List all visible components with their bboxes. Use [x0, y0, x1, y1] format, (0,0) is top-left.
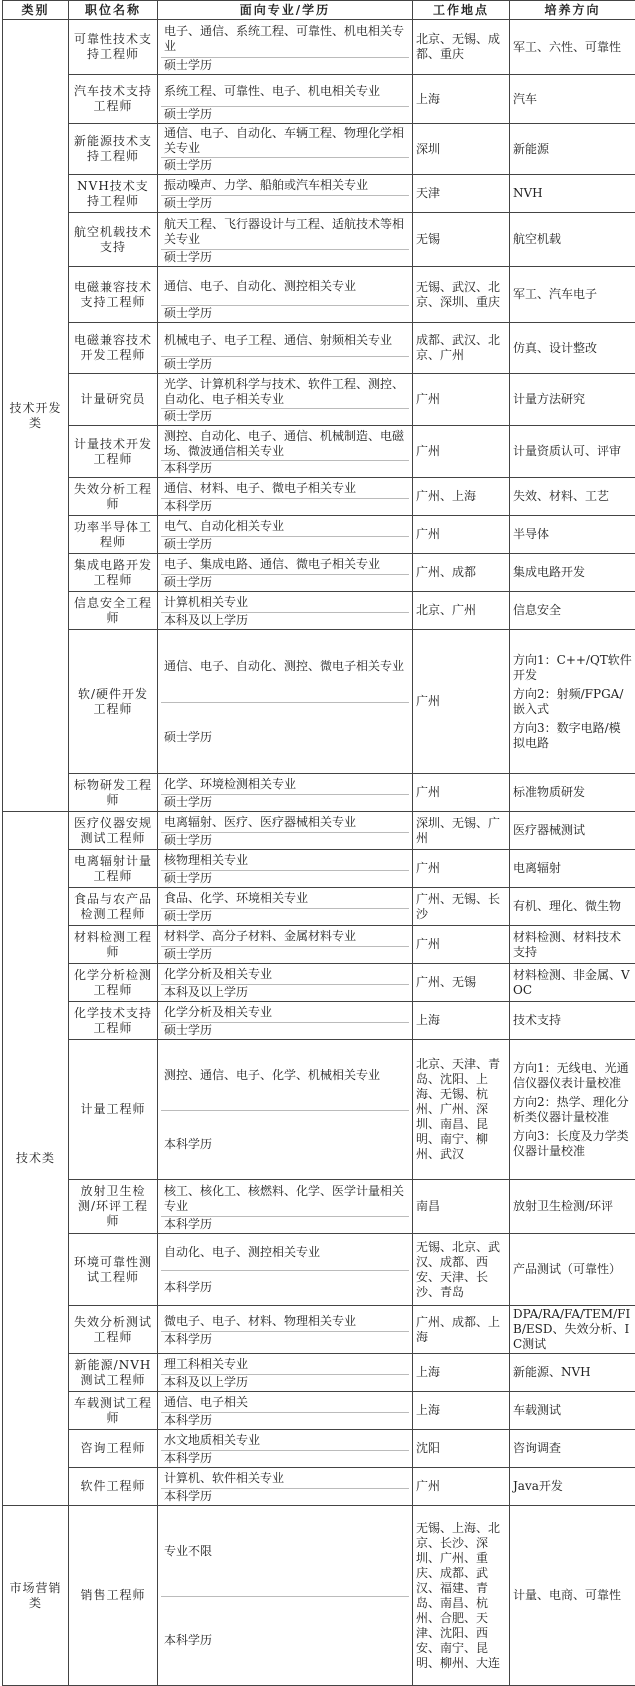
- work-location: 广州: [413, 374, 510, 426]
- education-requirement: 本科及以上学历: [161, 985, 409, 1000]
- header-major-education: 面向专业/学历: [158, 1, 413, 20]
- position-name: 食品与农产品检测工程师: [69, 888, 158, 926]
- requirement-cell: [158, 323, 413, 374]
- training-direction: Java开发: [510, 1468, 635, 1506]
- education-requirement: 硕士学历: [161, 909, 409, 924]
- major-requirement: 测控、通信、电子、化学、机械相关专业: [161, 1041, 409, 1111]
- requirement-cell: [158, 964, 413, 1002]
- education-requirement: 硕士学历: [161, 58, 409, 73]
- position-name: 化学分析检测工程师: [69, 964, 158, 1002]
- education-requirement: 本科学历: [161, 1597, 409, 1684]
- work-location: 上海: [413, 1354, 510, 1392]
- education-requirement: 硕士学历: [161, 250, 409, 265]
- major-requirement: 电子、通信、系统工程、可靠性、机电相关专业: [161, 21, 409, 58]
- work-location: 广州: [413, 426, 510, 478]
- training-direction: 产品测试（可靠性）: [510, 1234, 635, 1306]
- training-direction: 计量、电商、可靠性: [510, 1506, 635, 1686]
- education-requirement: 硕士学历: [161, 833, 409, 848]
- position-name: 放射卫生检测/环评工程师: [69, 1180, 158, 1234]
- table-row: [3, 478, 635, 516]
- education-requirement: 本科学历: [161, 1413, 409, 1428]
- table-row: [3, 213, 635, 267]
- table-row: [3, 1506, 635, 1686]
- training-direction: 咨询调查: [510, 1430, 635, 1468]
- major-requirement: 核物理相关专业: [161, 851, 409, 871]
- requirement-cell: [158, 888, 413, 926]
- education-requirement: 本科及以上学历: [161, 613, 409, 628]
- education-requirement: 硕士学历: [161, 871, 409, 886]
- position-name: 销售工程师: [69, 1506, 158, 1686]
- position-name: 功率半导体工程师: [69, 516, 158, 554]
- training-direction: 新能源、NVH: [510, 1354, 635, 1392]
- position-name: NVH技术支持工程师: [69, 175, 158, 213]
- major-requirement: 化学分析及相关专业: [161, 1003, 409, 1023]
- table-row: [3, 374, 635, 426]
- table-row: [3, 1354, 635, 1392]
- training-direction: 信息安全: [510, 592, 635, 630]
- requirement-cell: [158, 1506, 413, 1686]
- table-header-row: [3, 1, 635, 20]
- header-direction: 培养方向: [510, 1, 635, 20]
- major-requirement: 微电子、电子、材料、物理相关专业: [161, 1312, 409, 1332]
- major-requirement: 测控、自动化、电子、通信、机械制造、电磁场、微波通信相关专业: [161, 427, 409, 461]
- table-row: [3, 20, 635, 75]
- requirement-cell: [158, 426, 413, 478]
- education-requirement: 硕士学历: [161, 196, 409, 211]
- major-requirement: 化学分析及相关专业: [161, 965, 409, 985]
- table-row: [3, 1002, 635, 1040]
- table-row: [3, 124, 635, 175]
- education-requirement: 本科学历: [161, 499, 409, 514]
- training-direction: 军工、汽车电子: [510, 267, 635, 323]
- work-location: 广州: [413, 774, 510, 812]
- requirement-cell: [158, 267, 413, 323]
- table-row: [3, 1234, 635, 1306]
- major-requirement: 自动化、电子、测控相关专业: [161, 1235, 409, 1271]
- requirement-cell: [158, 75, 413, 124]
- major-requirement: 通信、电子、自动化、测控、微电子相关专业: [161, 631, 409, 703]
- training-direction: 有机、理化、微生物: [510, 888, 635, 926]
- work-location: 广州: [413, 926, 510, 964]
- table-row: [3, 1180, 635, 1234]
- major-requirement: 专业不限: [161, 1507, 409, 1597]
- position-name: 电离辐射计量工程师: [69, 850, 158, 888]
- requirement-cell: [158, 1234, 413, 1306]
- education-requirement: 硕士学历: [161, 107, 409, 122]
- table-row: [3, 1468, 635, 1506]
- training-direction: [510, 630, 635, 774]
- requirement-cell: [158, 516, 413, 554]
- position-name: 软件工程师: [69, 1468, 158, 1506]
- major-requirement: 材料学、高分子材料、金属材料专业: [161, 927, 409, 947]
- work-location: 广州、成都: [413, 554, 510, 592]
- training-direction: DPA/RA/FA/TEM/FIB/ESD、失效分析、IC测试: [510, 1306, 635, 1354]
- training-direction: 技术支持: [510, 1002, 635, 1040]
- category-cell: 市场营销类: [3, 1506, 69, 1686]
- position-name: 环境可靠性测试工程师: [69, 1234, 158, 1306]
- major-requirement: 计算机、软件相关专业: [161, 1469, 409, 1489]
- education-requirement: 本科学历: [161, 1217, 409, 1232]
- table-row: [3, 75, 635, 124]
- table-row: [3, 774, 635, 812]
- position-name: 电磁兼容技术开发工程师: [69, 323, 158, 374]
- requirement-cell: [158, 124, 413, 175]
- requirement-cell: [158, 1354, 413, 1392]
- position-name: 标物研发工程师: [69, 774, 158, 812]
- education-requirement: 硕士学历: [161, 409, 409, 424]
- work-location: 广州: [413, 850, 510, 888]
- education-requirement: 硕士学历: [161, 357, 409, 372]
- requirement-cell: [158, 175, 413, 213]
- table-row: [3, 1040, 635, 1180]
- direction-item: 方向2：射频/FPGA/嵌入式: [513, 687, 632, 717]
- major-requirement: 核工、核化工、核燃料、化学、医学计量相关专业: [161, 1181, 409, 1217]
- position-name: 咨询工程师: [69, 1430, 158, 1468]
- training-direction: [510, 1040, 635, 1180]
- requirement-cell: [158, 1306, 413, 1354]
- requirement-cell: [158, 1430, 413, 1468]
- table-row: [3, 630, 635, 774]
- major-requirement: 电离辐射、医疗、医疗器械相关专业: [161, 813, 409, 833]
- position-name: 信息安全工程师: [69, 592, 158, 630]
- header-position: 职位名称: [69, 1, 158, 20]
- work-location: 天津: [413, 175, 510, 213]
- education-requirement: 硕士学历: [161, 703, 409, 772]
- requirement-cell: [158, 926, 413, 964]
- requirement-cell: [158, 630, 413, 774]
- training-direction: 材料检测、材料技术支持: [510, 926, 635, 964]
- work-location: 上海: [413, 1392, 510, 1430]
- training-direction: 车载测试: [510, 1392, 635, 1430]
- education-requirement: 硕士学历: [161, 795, 409, 810]
- work-location: 无锡、上海、北京、长沙、深圳、广州、重庆、成都、武汉、福建、青岛、南昌、杭州、合肥、天津、沈阳、西安、南宁、昆明、柳州、大连: [413, 1506, 510, 1686]
- education-requirement: 本科学历: [161, 1271, 409, 1304]
- major-requirement: 食品、化学、环境相关专业: [161, 889, 409, 909]
- work-location: 广州、上海: [413, 478, 510, 516]
- position-name: 计量研究员: [69, 374, 158, 426]
- requirement-cell: [158, 1392, 413, 1430]
- training-direction: 新能源: [510, 124, 635, 175]
- work-location: 北京、广州: [413, 592, 510, 630]
- requirement-cell: [158, 1180, 413, 1234]
- requirement-cell: [158, 374, 413, 426]
- education-requirement: 硕士学历: [161, 306, 409, 321]
- major-requirement: 计算机相关专业: [161, 593, 409, 613]
- training-direction: 汽车: [510, 75, 635, 124]
- training-direction: 军工、六性、可靠性: [510, 20, 635, 75]
- table-row: [3, 267, 635, 323]
- table-row: [3, 812, 635, 850]
- education-requirement: 硕士学历: [161, 947, 409, 962]
- position-name: 化学技术支持工程师: [69, 1002, 158, 1040]
- table-row: [3, 964, 635, 1002]
- education-requirement: 本科学历: [161, 1111, 409, 1178]
- work-location: 广州、无锡: [413, 964, 510, 1002]
- position-name: 可靠性技术支持工程师: [69, 20, 158, 75]
- position-name: 电磁兼容技术支持工程师: [69, 267, 158, 323]
- table-row: [3, 1306, 635, 1354]
- work-location: 北京、无锡、成都、重庆: [413, 20, 510, 75]
- requirement-cell: [158, 592, 413, 630]
- table-row: [3, 926, 635, 964]
- work-location: 广州: [413, 1468, 510, 1506]
- requirement-cell: [158, 1468, 413, 1506]
- training-direction: NVH: [510, 175, 635, 213]
- table-row: [3, 850, 635, 888]
- table-row: [3, 1430, 635, 1468]
- direction-item: 方向1：无线电、光通信仪器仪表计量校准: [513, 1061, 632, 1091]
- training-direction: 标准物质研发: [510, 774, 635, 812]
- work-location: 广州: [413, 630, 510, 774]
- header-location: 工作地点: [413, 1, 510, 20]
- work-location: 广州、无锡、长沙: [413, 888, 510, 926]
- education-requirement: 本科及以上学历: [161, 1375, 409, 1390]
- education-requirement: 硕士学历: [161, 1023, 409, 1038]
- job-table: [2, 0, 635, 1686]
- category-cell: 技术开发类: [3, 20, 69, 812]
- table-row: [3, 592, 635, 630]
- position-name: 失效分析测试工程师: [69, 1306, 158, 1354]
- position-name: 新能源/NVH测试工程师: [69, 1354, 158, 1392]
- direction-item: 方向3：数字电路/模拟电路: [513, 721, 632, 751]
- position-name: 医疗仪器安规测试工程师: [69, 812, 158, 850]
- education-requirement: 硕士学历: [161, 537, 409, 552]
- major-requirement: 光学、计算机科学与技术、软件工程、测控、自动化、电子相关专业: [161, 375, 409, 409]
- table-body: [3, 20, 635, 1686]
- education-requirement: 硕士学历: [161, 158, 409, 173]
- major-requirement: 通信、材料、电子、微电子相关专业: [161, 479, 409, 499]
- work-location: 无锡、武汉、北京、深圳、重庆: [413, 267, 510, 323]
- major-requirement: 系统工程、可靠性、电子、机电相关专业: [161, 76, 409, 107]
- table-row: [3, 426, 635, 478]
- training-direction: 航空机载: [510, 213, 635, 267]
- requirement-cell: [158, 812, 413, 850]
- table-row: [3, 175, 635, 213]
- work-location: 上海: [413, 75, 510, 124]
- training-direction: 仿真、设计整改: [510, 323, 635, 374]
- major-requirement: 电子、集成电路、通信、微电子相关专业: [161, 555, 409, 575]
- position-name: 集成电路开发工程师: [69, 554, 158, 592]
- position-name: 软/硬件开发工程师: [69, 630, 158, 774]
- requirement-cell: [158, 1040, 413, 1180]
- work-location: 深圳、无锡、广州: [413, 812, 510, 850]
- training-direction: 失效、材料、工艺: [510, 478, 635, 516]
- major-requirement: 化学、环境检测相关专业: [161, 775, 409, 795]
- work-location: 上海: [413, 1002, 510, 1040]
- training-direction: 材料检测、非金属、VOC: [510, 964, 635, 1002]
- work-location: 北京、天津、青岛、沈阳、上海、无锡、杭州、广州、深圳、南昌、昆明、南宁、柳州、武汉: [413, 1040, 510, 1180]
- requirement-cell: [158, 213, 413, 267]
- requirement-cell: [158, 774, 413, 812]
- work-location: 成都、武汉、北京、广州: [413, 323, 510, 374]
- training-direction: 计量资质认可、评审: [510, 426, 635, 478]
- education-requirement: 本科学历: [161, 1451, 409, 1466]
- education-requirement: 本科学历: [161, 1489, 409, 1504]
- training-direction: 集成电路开发: [510, 554, 635, 592]
- position-name: 材料检测工程师: [69, 926, 158, 964]
- table-row: [3, 888, 635, 926]
- work-location: 南昌: [413, 1180, 510, 1234]
- direction-item: 方向2：热学、理化分析类仪器计量校准: [513, 1095, 632, 1125]
- major-requirement: 电气、自动化相关专业: [161, 517, 409, 537]
- requirement-cell: [158, 20, 413, 75]
- position-name: 新能源技术支持工程师: [69, 124, 158, 175]
- requirement-cell: [158, 1002, 413, 1040]
- education-requirement: 本科学历: [161, 1332, 409, 1347]
- major-requirement: 理工科相关专业: [161, 1355, 409, 1375]
- position-name: 失效分析工程师: [69, 478, 158, 516]
- major-requirement: 振动噪声、力学、船舶或汽车相关专业: [161, 176, 409, 196]
- work-location: 广州: [413, 516, 510, 554]
- position-name: 计量技术开发工程师: [69, 426, 158, 478]
- requirement-cell: [158, 478, 413, 516]
- major-requirement: 航天工程、飞行器设计与工程、适航技术等相关专业: [161, 214, 409, 250]
- position-name: 航空机载技术支持: [69, 213, 158, 267]
- education-requirement: 硕士学历: [161, 575, 409, 590]
- major-requirement: 机械电子、电子工程、通信、射频相关专业: [161, 324, 409, 357]
- education-requirement: 本科学历: [161, 461, 409, 476]
- major-requirement: 通信、电子、自动化、车辆工程、物理化学相关专业: [161, 125, 409, 158]
- position-name: 车载测试工程师: [69, 1392, 158, 1430]
- work-location: 深圳: [413, 124, 510, 175]
- training-direction: 计量方法研究: [510, 374, 635, 426]
- major-requirement: 通信、电子、自动化、测控相关专业: [161, 268, 409, 306]
- work-location: 沈阳: [413, 1430, 510, 1468]
- category-cell: 技术类: [3, 812, 69, 1506]
- position-name: 汽车技术支持工程师: [69, 75, 158, 124]
- header-category: 类别: [3, 1, 69, 20]
- table-row: [3, 323, 635, 374]
- major-requirement: 通信、电子相关: [161, 1393, 409, 1413]
- requirement-cell: [158, 554, 413, 592]
- table-row: [3, 1392, 635, 1430]
- table-row: [3, 554, 635, 592]
- training-direction: 医疗器械测试: [510, 812, 635, 850]
- work-location: 无锡: [413, 213, 510, 267]
- work-location: 无锡、北京、武汉、成都、西安、天津、长沙、青岛: [413, 1234, 510, 1306]
- training-direction: 电离辐射: [510, 850, 635, 888]
- work-location: 广州、成都、上海: [413, 1306, 510, 1354]
- training-direction: 放射卫生检测/环评: [510, 1180, 635, 1234]
- position-name: 计量工程师: [69, 1040, 158, 1180]
- direction-item: 方向1：C++/QT软件开发: [513, 653, 632, 683]
- major-requirement: 水文地质相关专业: [161, 1431, 409, 1451]
- requirement-cell: [158, 850, 413, 888]
- table-row: [3, 516, 635, 554]
- direction-item: 方向3：长度及力学类仪器计量校准: [513, 1129, 632, 1159]
- training-direction: 半导体: [510, 516, 635, 554]
